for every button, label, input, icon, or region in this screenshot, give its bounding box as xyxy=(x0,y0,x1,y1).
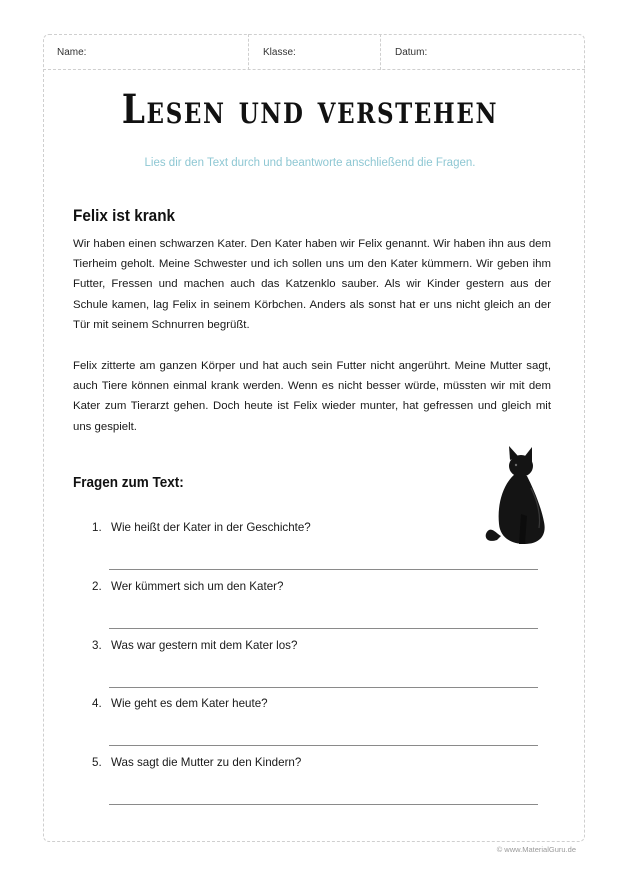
name-label: Name: xyxy=(57,46,87,58)
date-field[interactable] xyxy=(381,34,585,70)
answer-line-3[interactable] xyxy=(109,687,538,688)
worksheet-title: Lesen und verstehen xyxy=(121,86,499,133)
student-info-header xyxy=(43,34,585,70)
story-paragraph: Felix zitterte am ganzen Körper und hat auch sein Futter nicht angerührt. Meine Mutter sagt, auch Tiere können einmal krank werden. Wenn es nicht besser würde, müssten wir mit dem Kater zum Tierarzt gehen. Doch heute ist Felix wieder munter, hat gefressen und gleich mit uns gespielt. xyxy=(73,360,551,433)
answer-line-1[interactable] xyxy=(109,569,538,570)
class-field[interactable] xyxy=(249,34,381,70)
class-label: Klasse: xyxy=(263,46,296,58)
question-number: 5. xyxy=(92,756,102,769)
question-number: 3. xyxy=(92,639,102,652)
name-field[interactable] xyxy=(43,34,249,70)
question-number: 2. xyxy=(92,580,102,593)
question-text: Wie heißt der Kater in der Geschichte? xyxy=(111,521,311,534)
question-text: Wie geht es dem Kater heute? xyxy=(111,697,268,710)
question-number: 4. xyxy=(92,697,102,710)
story-title: Felix ist krank xyxy=(73,206,176,225)
instructions-subtitle: Lies dir den Text durch und beantworte anschließend die Fragen. xyxy=(144,157,476,169)
copyright-notice: © www.MaterialGuru.de xyxy=(496,845,576,854)
question-number: 1. xyxy=(92,521,102,534)
questions-heading: Fragen zum Text: xyxy=(73,474,184,491)
date-label: Datum: xyxy=(395,46,428,58)
question-text: Was war gestern mit dem Kater los? xyxy=(111,639,298,652)
question-1 xyxy=(92,521,492,534)
story-paragraph: Wir haben einen schwarzen Kater. Den Kater haben wir Felix genannt. Wir haben ihn aus dem Tierheim geholt. Meine Schwester und ich sollen uns um den Kater kümmern. Wir geben ihm Futter, Fressen und machen auch das Katzenklo sauber. Als wir Kinder gestern aus der Schule kamen, lag Felix in seinem Körbchen. Anders als sonst hat er uns nicht gleich an der Tür mit seinem Schnurren begrüßt. xyxy=(73,238,551,331)
question-4 xyxy=(92,697,492,710)
question-5 xyxy=(92,756,492,769)
question-text: Wer kümmert sich um den Kater? xyxy=(111,580,284,593)
answer-line-4[interactable] xyxy=(109,745,538,746)
question-text: Was sagt die Mutter zu den Kindern? xyxy=(111,756,302,769)
question-2 xyxy=(92,580,492,593)
answer-line-2[interactable] xyxy=(109,628,538,629)
answer-line-5[interactable] xyxy=(109,804,538,805)
worksheet-frame xyxy=(43,34,585,842)
question-3 xyxy=(92,639,492,652)
